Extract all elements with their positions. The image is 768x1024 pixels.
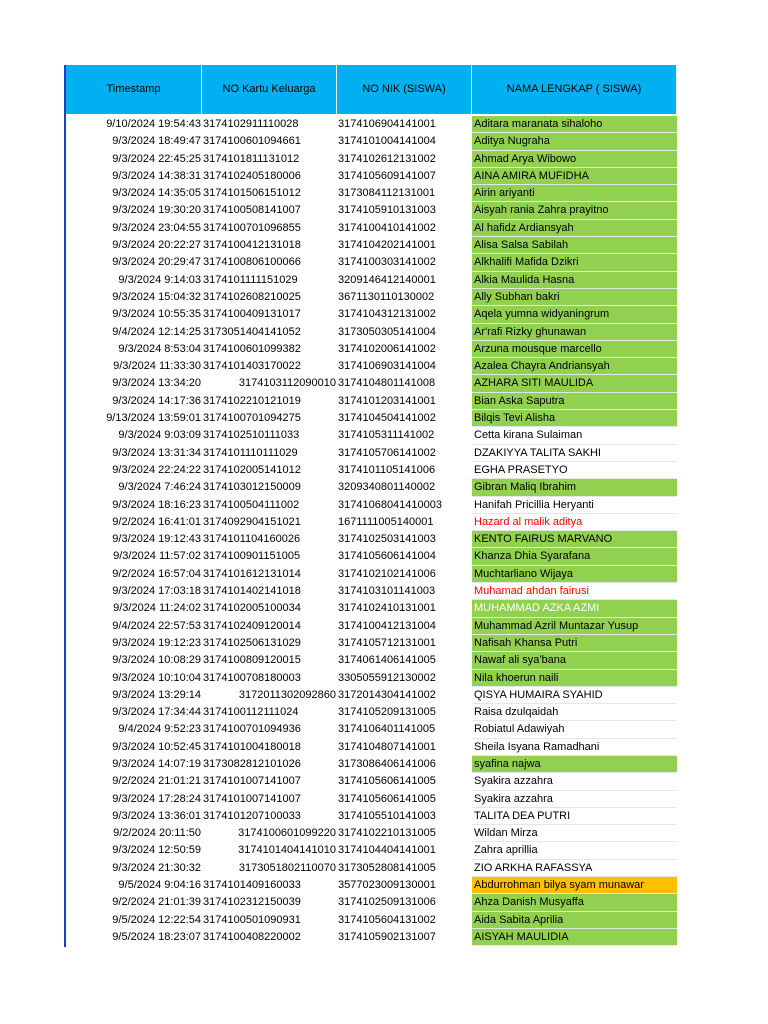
cell-timestamp[interactable]: 9/2/2024 16:41:01 (112, 515, 201, 528)
cell-no-kk[interactable]: 3174100501090931 (203, 913, 301, 926)
cell-no-nik[interactable]: 3174102612131002 (338, 152, 436, 165)
cell-no-nik[interactable]: 3209146412140001 (338, 273, 436, 286)
cell-no-nik[interactable]: 3174105510141003 (338, 809, 436, 822)
cell-timestamp[interactable]: 9/3/2024 22:45:25 (112, 152, 201, 165)
table-row (66, 375, 677, 392)
cell-nama-lengkap[interactable]: DZAKIYYA TALITA SAKHI (472, 445, 677, 462)
cell-no-nik[interactable]: 31741068041410003 (338, 498, 443, 511)
cell-timestamp[interactable]: 9/3/2024 22:24:22 (112, 463, 201, 476)
cell-nama-lengkap[interactable]: syafina najwa (472, 756, 677, 773)
cell-no-kk[interactable]: 3174101403170022 (203, 360, 301, 373)
table-row (66, 687, 677, 704)
cell-no-nik[interactable]: 3174105606141005 (338, 775, 436, 788)
cell-nama-lengkap[interactable]: Nila khoerun naili (472, 670, 677, 687)
cell-nama-lengkap[interactable]: Alisa Salsa Sabilah (472, 237, 677, 254)
table-row (66, 860, 677, 877)
cell-nama-lengkap[interactable]: Syakira azzahra (472, 773, 677, 790)
cell-nama-lengkap[interactable]: Hazard al malik aditya (472, 514, 677, 531)
cell-no-kk[interactable]: 3174100708180003 (203, 671, 301, 684)
cell-no-nik[interactable]: 3174105311141002 (338, 429, 435, 442)
cell-no-nik[interactable]: 3305055912130002 (338, 671, 436, 684)
cell-no-kk[interactable]: 3174092904151021 (203, 515, 301, 528)
table-row (66, 220, 677, 237)
table-row (66, 445, 677, 462)
cell-nama-lengkap[interactable]: Robiatul Adawiyah (472, 721, 677, 738)
cell-timestamp[interactable]: 9/3/2024 13:36:01 (112, 809, 201, 822)
cell-no-kk[interactable]: 3174100112111024 (203, 706, 299, 719)
cell-timestamp[interactable]: 9/3/2024 11:57:02 (113, 550, 201, 563)
cell-no-nik[interactable]: 3174105606141005 (338, 792, 436, 805)
table-row (66, 842, 677, 859)
cell-nama-lengkap[interactable]: Alkia Maulida Hasna (472, 272, 677, 289)
cell-no-kk[interactable]: 3174101402141018 (203, 585, 301, 598)
table-row (66, 202, 677, 219)
cell-no-nik[interactable]: 3174105902131007 (338, 930, 436, 943)
cell-no-kk[interactable]: 3174101007141007 (203, 775, 301, 788)
cell-timestamp[interactable]: 9/3/2024 11:24:02 (113, 602, 201, 615)
cell-no-kk[interactable]: 3174100412131018 (203, 239, 301, 252)
cell-timestamp[interactable]: 9/3/2024 13:29:14 (112, 688, 201, 701)
cell-timestamp[interactable]: 9/2/2024 21:01:21 (112, 775, 201, 788)
table-row (66, 289, 677, 306)
cell-nama-lengkap[interactable]: Al hafidz Ardiansyah (472, 220, 677, 237)
cell-no-kk[interactable]: 3174102510111033 (203, 429, 300, 442)
cell-timestamp[interactable]: 9/3/2024 14:38:31 (112, 169, 201, 182)
cell-timestamp[interactable]: 9/3/2024 23:04:55 (112, 221, 201, 234)
cell-nama-lengkap[interactable]: Aida Sabita Aprilia (472, 912, 677, 929)
table-row (66, 808, 677, 825)
table-row (66, 254, 677, 271)
cell-timestamp[interactable]: 9/4/2024 12:14:25 (112, 325, 201, 338)
cell-timestamp[interactable]: 9/10/2024 19:54:43 (106, 118, 201, 130)
cell-no-nik[interactable]: 3174102509131006 (338, 896, 436, 909)
cell-nama-lengkap[interactable]: Airin ariyanti (472, 185, 677, 202)
cell-nama-lengkap[interactable]: MUHAMMAD AZKA AZMI (472, 600, 677, 617)
cell-timestamp[interactable]: 9/13/2024 13:59:01 (106, 412, 201, 425)
cell-nama-lengkap[interactable]: Hanifah Pricillia Heryanti (472, 497, 677, 514)
cell-nama-lengkap[interactable]: Muhamad ahdan fairusi (472, 583, 677, 600)
cell-no-nik[interactable]: 3174102410131001 (338, 602, 436, 615)
cell-nama-lengkap[interactable]: Ar'rafi Rizky ghunawan (472, 324, 677, 341)
cell-no-nik[interactable]: 3174105910131003 (338, 204, 436, 217)
cell-no-kk[interactable]: 3174103112090010 (238, 377, 336, 390)
table-row (66, 670, 677, 687)
cell-no-nik[interactable]: 3174105706141002 (338, 446, 436, 459)
cell-no-nik[interactable]: 3174104807141001 (338, 740, 436, 753)
cell-no-nik[interactable]: 3174103101141003 (338, 585, 436, 598)
cell-no-kk[interactable]: 3174100601099382 (203, 342, 301, 355)
cell-nama-lengkap[interactable]: Aisyah rania Zahra prayitno (472, 202, 677, 219)
cell-no-kk[interactable]: 3172011302092860 (238, 688, 336, 701)
cell-no-nik[interactable]: 3174102503141003 (338, 533, 436, 546)
cell-timestamp[interactable]: 9/3/2024 8:53:04 (118, 342, 201, 355)
table-row (66, 825, 677, 842)
cell-no-nik[interactable]: 3174100410141002 (338, 221, 436, 234)
cell-no-kk[interactable]: 3174100806100066 (203, 256, 301, 269)
cell-no-nik[interactable]: 3174102102141006 (338, 567, 436, 580)
cell-no-kk[interactable]: 3174100601099220 (238, 827, 336, 840)
cell-nama-lengkap[interactable]: Cetta kirana Sulaiman (472, 427, 677, 444)
cell-nama-lengkap[interactable]: Nafisah Khansa Putri (472, 635, 677, 652)
cell-timestamp[interactable]: 9/3/2024 13:31:34 (112, 446, 201, 459)
cell-nama-lengkap[interactable]: Syakira azzahra (472, 791, 677, 808)
cell-timestamp[interactable]: 9/3/2024 21:30:32 (112, 861, 201, 874)
cell-no-nik[interactable]: 3174104312131002 (338, 308, 436, 321)
table-row (66, 618, 677, 635)
header-timestamp[interactable]: Timestamp (66, 65, 202, 114)
cell-no-kk[interactable]: 3173051802110070 (238, 861, 336, 874)
cell-no-kk[interactable]: 3174100409131017 (203, 308, 301, 321)
table-row (66, 185, 677, 202)
cell-nama-lengkap[interactable]: Arzuna mousque marcello (472, 341, 677, 358)
table-row (66, 877, 677, 894)
cell-no-nik[interactable]: 3209340801140002 (338, 481, 436, 494)
cell-timestamp[interactable]: 9/2/2024 20:11:50 (113, 827, 201, 840)
cell-no-nik[interactable]: 3173052808141005 (338, 861, 436, 874)
table-row (66, 773, 677, 790)
cell-no-kk[interactable]: 3174102911110028 (203, 118, 299, 130)
cell-no-nik[interactable]: 3174101004141004 (338, 135, 436, 148)
table-row (66, 583, 677, 600)
cell-nama-lengkap[interactable]: TALITA DEA PUTRI (472, 808, 677, 825)
table-row (66, 168, 677, 185)
cell-no-kk[interactable]: 3174102312150039 (203, 896, 301, 909)
cell-no-kk[interactable]: 3174100701094275 (203, 412, 301, 425)
cell-timestamp[interactable]: 9/5/2024 12:22:54 (112, 913, 201, 926)
cell-nama-lengkap[interactable]: Ahza Danish Musyaffa (472, 894, 677, 911)
table-row (66, 652, 677, 669)
table-row (66, 600, 677, 617)
cell-no-nik[interactable]: 3577023009130001 (338, 879, 436, 892)
cell-nama-lengkap[interactable]: KENTO FAIRUS MARVANO (472, 531, 677, 548)
cell-timestamp[interactable]: 9/4/2024 22:57:53 (112, 619, 201, 632)
cell-no-kk[interactable]: 3174102210121019 (203, 394, 301, 407)
cell-no-kk[interactable]: 3174101207100033 (203, 809, 301, 822)
cell-no-kk[interactable]: 3174101409160033 (203, 879, 301, 892)
table-row (66, 341, 677, 358)
cell-no-nik[interactable]: 3174104202141001 (338, 239, 436, 252)
cell-timestamp[interactable]: 9/3/2024 10:55:35 (112, 308, 201, 321)
cell-timestamp[interactable]: 9/3/2024 18:49:47 (112, 135, 201, 148)
cell-no-kk[interactable]: 3174103012150009 (203, 481, 301, 494)
table-row (66, 393, 677, 410)
cell-timestamp[interactable]: 9/5/2024 18:23:07 (112, 930, 201, 943)
cell-timestamp[interactable]: 9/3/2024 7:46:24 (118, 481, 201, 494)
cell-nama-lengkap[interactable]: Bian Aska Saputra (472, 393, 677, 410)
cell-no-kk[interactable]: 3174101612131014 (203, 567, 301, 580)
table-row (66, 151, 677, 168)
table-row (66, 791, 677, 808)
cell-no-kk[interactable]: 3174100809120015 (203, 654, 301, 667)
cell-timestamp[interactable]: 9/5/2024 9:04:16 (118, 879, 201, 892)
spreadsheet (64, 65, 677, 947)
cell-timestamp[interactable]: 9/2/2024 21:01:39 (112, 896, 201, 909)
table-row (66, 739, 677, 756)
cell-timestamp[interactable]: 9/3/2024 20:29:47 (112, 256, 201, 269)
table-row (66, 721, 677, 738)
cell-no-kk[interactable]: 3174100701094936 (203, 723, 301, 736)
header-no-kartu-keluarga[interactable]: NO Kartu Keluarga (202, 65, 337, 114)
cell-no-nik[interactable]: 3174104404141001 (338, 844, 436, 857)
cell-no-kk[interactable]: 3174101104160026 (203, 533, 301, 546)
cell-nama-lengkap[interactable]: Raisa dzulqaidah (472, 704, 677, 721)
cell-nama-lengkap[interactable]: Khanza Dhia Syarafana (472, 548, 677, 565)
cell-nama-lengkap[interactable]: Bilqis Tevi Alisha (472, 410, 677, 427)
cell-no-nik[interactable]: 3174100412131004 (338, 619, 436, 632)
table-row (66, 497, 677, 514)
cell-no-kk[interactable]: 3174102608210025 (203, 290, 301, 303)
cell-no-kk[interactable]: 3174102005100034 (203, 602, 301, 615)
cell-no-nik[interactable]: 1671111005140001 (338, 515, 434, 528)
cell-no-kk[interactable]: 3173051404141052 (203, 325, 301, 338)
cell-timestamp[interactable]: 9/3/2024 13:34:20 (112, 377, 201, 390)
cell-timestamp[interactable]: 9/3/2024 10:52:45 (112, 740, 201, 753)
cell-no-kk[interactable]: 3174101007141007 (203, 792, 301, 805)
cell-timestamp[interactable]: 9/3/2024 14:17:36 (112, 394, 201, 407)
cell-no-nik[interactable]: 3174105609141007 (338, 169, 436, 182)
table-row (66, 237, 677, 254)
table-row (66, 133, 677, 150)
table-row (66, 272, 677, 289)
data-rows (66, 116, 677, 946)
cell-timestamp[interactable]: 9/2/2024 16:57:04 (112, 567, 201, 580)
cell-timestamp[interactable]: 9/4/2024 9:52:23 (118, 723, 201, 736)
cell-no-nik[interactable]: 3174106904141001 (338, 118, 436, 130)
cell-no-nik[interactable]: 3174104504141002 (338, 412, 436, 425)
cell-nama-lengkap[interactable]: Ally Subhan bakri (472, 289, 677, 306)
cell-no-kk[interactable]: 3174102005141012 (203, 463, 301, 476)
cell-nama-lengkap[interactable]: Muhammad Azril Muntazar Yusup (472, 618, 677, 635)
cell-timestamp[interactable]: 9/3/2024 17:34:44 (112, 706, 201, 719)
cell-timestamp[interactable]: 9/3/2024 14:35:05 (112, 187, 201, 200)
cell-no-nik[interactable]: 3174102006141002 (338, 342, 436, 355)
table-row (66, 531, 677, 548)
cell-no-kk[interactable]: 3174102506131029 (203, 636, 301, 649)
cell-no-kk[interactable]: 3174100508141007 (203, 204, 301, 217)
table-row (66, 704, 677, 721)
cell-timestamp[interactable]: 9/3/2024 14:07:19 (112, 757, 201, 770)
cell-nama-lengkap[interactable]: EGHA PRASETYO (472, 462, 677, 479)
header-nama-lengkap[interactable]: NAMA LENGKAP ( SISWA) (472, 65, 677, 114)
cell-timestamp[interactable]: 9/3/2024 17:03:18 (112, 585, 201, 598)
table-row (66, 894, 677, 911)
cell-nama-lengkap[interactable]: Muchtarliano Wijaya (472, 566, 677, 583)
table-row (66, 410, 677, 427)
cell-no-nik[interactable]: 3173086406141006 (338, 757, 436, 770)
cell-no-nik[interactable]: 3173084112131001 (338, 187, 436, 200)
table-row (66, 912, 677, 929)
cell-timestamp[interactable]: 9/3/2024 18:16:23 (112, 498, 201, 511)
cell-timestamp[interactable]: 9/3/2024 10:10:04 (112, 671, 201, 684)
cell-no-nik[interactable]: 3173050305141004 (338, 325, 436, 338)
table-row (66, 324, 677, 341)
cell-no-nik[interactable]: 3174101105141006 (338, 463, 436, 476)
cell-no-kk[interactable]: 3174101111151029 (203, 273, 298, 286)
cell-no-nik[interactable]: 3174101203141001 (338, 394, 436, 407)
cell-no-kk[interactable]: 3174100408220002 (203, 930, 301, 943)
table-row (66, 635, 677, 652)
cell-no-kk[interactable]: 3174100701096855 (203, 221, 301, 234)
cell-no-nik[interactable]: 3174102210131005 (338, 827, 436, 840)
cell-timestamp[interactable]: 9/3/2024 17:28:24 (112, 792, 201, 805)
cell-no-nik[interactable]: 3174106903141004 (338, 360, 436, 373)
table-row (66, 479, 677, 496)
cell-timestamp[interactable]: 9/3/2024 20:22:27 (112, 239, 201, 252)
cell-no-nik[interactable]: 3172014304141002 (338, 688, 436, 701)
cell-no-nik[interactable]: 3174105604131002 (338, 913, 436, 926)
cell-nama-lengkap[interactable]: QISYA HUMAIRA SYAHID (472, 687, 677, 704)
cell-nama-lengkap[interactable]: Ahmad Arya Wibowo (472, 151, 677, 168)
table-row (66, 358, 677, 375)
cell-nama-lengkap[interactable]: Sheila Isyana Ramadhani (472, 739, 677, 756)
cell-nama-lengkap[interactable]: AZHARA SITI MAULIDA (472, 375, 677, 392)
cell-no-kk[interactable]: 3174101110111029 (203, 446, 298, 459)
header-no-nik[interactable]: NO NIK (SISWA) (337, 65, 472, 114)
cell-timestamp[interactable]: 9/3/2024 9:14:03 (118, 273, 201, 286)
cell-no-nik[interactable]: 3174105606141004 (338, 550, 436, 563)
cell-no-nik[interactable]: 3174105209131005 (338, 706, 436, 719)
cell-no-nik[interactable]: 3671130110130002 (338, 290, 435, 303)
cell-nama-lengkap[interactable]: Gibran Maliq Ibrahim (472, 479, 677, 496)
table-row (66, 548, 677, 565)
cell-nama-lengkap[interactable]: Abdurrohman bilya syam munawar (472, 877, 677, 894)
cell-timestamp[interactable]: 9/3/2024 9:03:09 (118, 429, 201, 442)
table-row (66, 462, 677, 479)
cell-no-kk[interactable]: 3174101811131012 (203, 152, 300, 165)
cell-no-kk[interactable]: 3174102405180006 (203, 169, 301, 182)
cell-nama-lengkap[interactable]: Aditya Nugraha (472, 133, 677, 150)
cell-nama-lengkap[interactable]: Nawaf ali sya'bana (472, 652, 677, 669)
cell-nama-lengkap[interactable]: Azalea Chayra Andriansyah (472, 358, 677, 375)
cell-timestamp[interactable]: 9/3/2024 19:30:20 (112, 204, 201, 217)
cell-no-kk[interactable]: 3174100901151005 (203, 550, 301, 563)
cell-no-kk[interactable]: 3174101506151012 (203, 187, 301, 200)
cell-nama-lengkap[interactable]: ZIO ARKHA RAFASSYA (472, 860, 677, 877)
cell-nama-lengkap[interactable]: AISYAH MAULIDIA (472, 929, 677, 946)
header-row (66, 65, 677, 114)
cell-nama-lengkap[interactable]: AINA AMIRA MUFIDHA (472, 168, 677, 185)
cell-no-nik[interactable]: 3174104801141008 (338, 377, 436, 390)
cell-no-nik[interactable]: 3174061406141005 (338, 654, 436, 667)
cell-timestamp[interactable]: 9/3/2024 15:04:32 (112, 290, 201, 303)
cell-timestamp[interactable]: 9/3/2024 19:12:23 (112, 636, 201, 649)
cell-timestamp[interactable]: 9/3/2024 19:12:43 (112, 533, 201, 546)
cell-nama-lengkap[interactable]: Wildan Mirza (472, 825, 677, 842)
table-row (66, 116, 677, 133)
cell-nama-lengkap[interactable]: Aditara maranata sihaloho (472, 116, 677, 133)
table-row (66, 756, 677, 773)
cell-no-kk[interactable]: 3174102409120014 (203, 619, 301, 632)
cell-nama-lengkap[interactable]: Zahra aprillia (472, 842, 677, 859)
table-row (66, 427, 677, 444)
cell-timestamp[interactable]: 9/3/2024 11:33:30 (113, 360, 201, 373)
cell-timestamp[interactable]: 9/3/2024 10:08:29 (112, 654, 201, 667)
table-row (66, 929, 677, 946)
cell-timestamp[interactable]: 9/3/2024 12:50:59 (112, 844, 201, 857)
cell-nama-lengkap[interactable]: Alkhalifi Mafida Dzikri (472, 254, 677, 271)
cell-no-kk[interactable]: 3174101404141010 (238, 844, 336, 857)
cell-no-kk[interactable]: 3174101004180018 (203, 740, 301, 753)
cell-no-nik[interactable]: 3174100303141002 (338, 256, 436, 269)
table-row (66, 514, 677, 531)
table-row (66, 566, 677, 583)
cell-no-kk[interactable]: 3173082812101026 (203, 757, 301, 770)
table-row (66, 306, 677, 323)
cell-no-nik[interactable]: 3174106401141005 (338, 723, 436, 736)
cell-nama-lengkap[interactable]: Aqela yumna widyaningrum (472, 306, 677, 323)
cell-no-kk[interactable]: 3174100601094661 (203, 135, 301, 148)
cell-no-nik[interactable]: 3174105712131001 (338, 636, 436, 649)
cell-no-kk[interactable]: 3174100504111002 (203, 498, 300, 511)
